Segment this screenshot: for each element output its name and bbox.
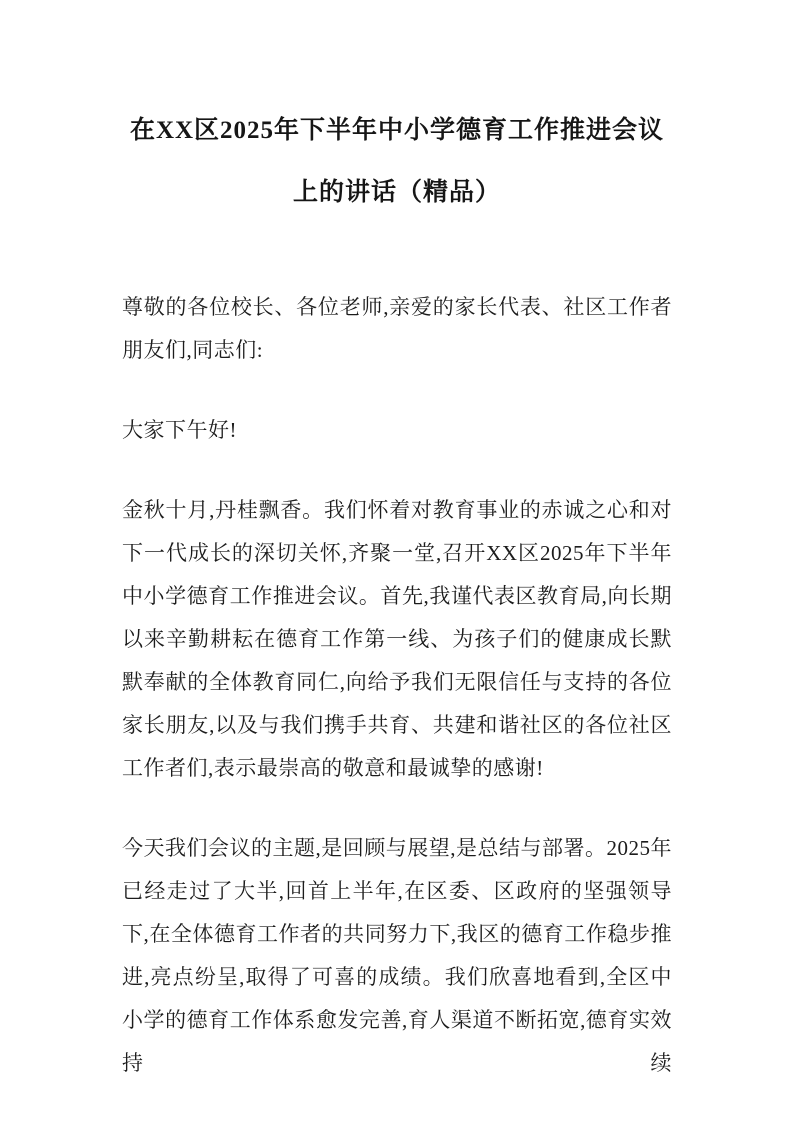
document-title: 在XX区2025年下半年中小学德育工作推进会议上的讲话（精品） (129, 117, 665, 206)
greeting-paragraph: 大家下午好! (122, 418, 237, 442)
meeting-theme-paragraph: 今天我们会议的主题,是回顾与展望,是总结与部署。2025年已经走过了大半,回首上半年,在区委、区政府的坚强领导下,在全体德育工作者的共同努力下,我区的德育工作稳步推进,亮点纷呈,取得了可喜的成绩。我们欣喜地看到,全区中小学的德育工作体系愈发完善,育人渠道不断拓宽,德育实效持续 (122, 836, 672, 1075)
opening-thanks-paragraph: 金秋十月,丹桂飘香。我们怀着对教育事业的赤诚之心和对下一代成长的深切关怀,齐聚一堂,召开XX区2025年下半年中小学德育工作推进会议。首先,我谨代表区教育局,向长期以来辛勤耕耘在德育工作第一线、为孩子们的健康成长默默奉献的全体教育同仁,向给予我们无限信任与支持的各位家长朋友,以及与我们携手共育、共建和谐社区的各位社区工作者们,表示最崇高的敬意和最诚挚的感谢! (122, 498, 672, 780)
salutation-paragraph: 尊敬的各位校长、各位老师,亲爱的家长代表、社区工作者朋友们,同志们: (122, 295, 672, 362)
